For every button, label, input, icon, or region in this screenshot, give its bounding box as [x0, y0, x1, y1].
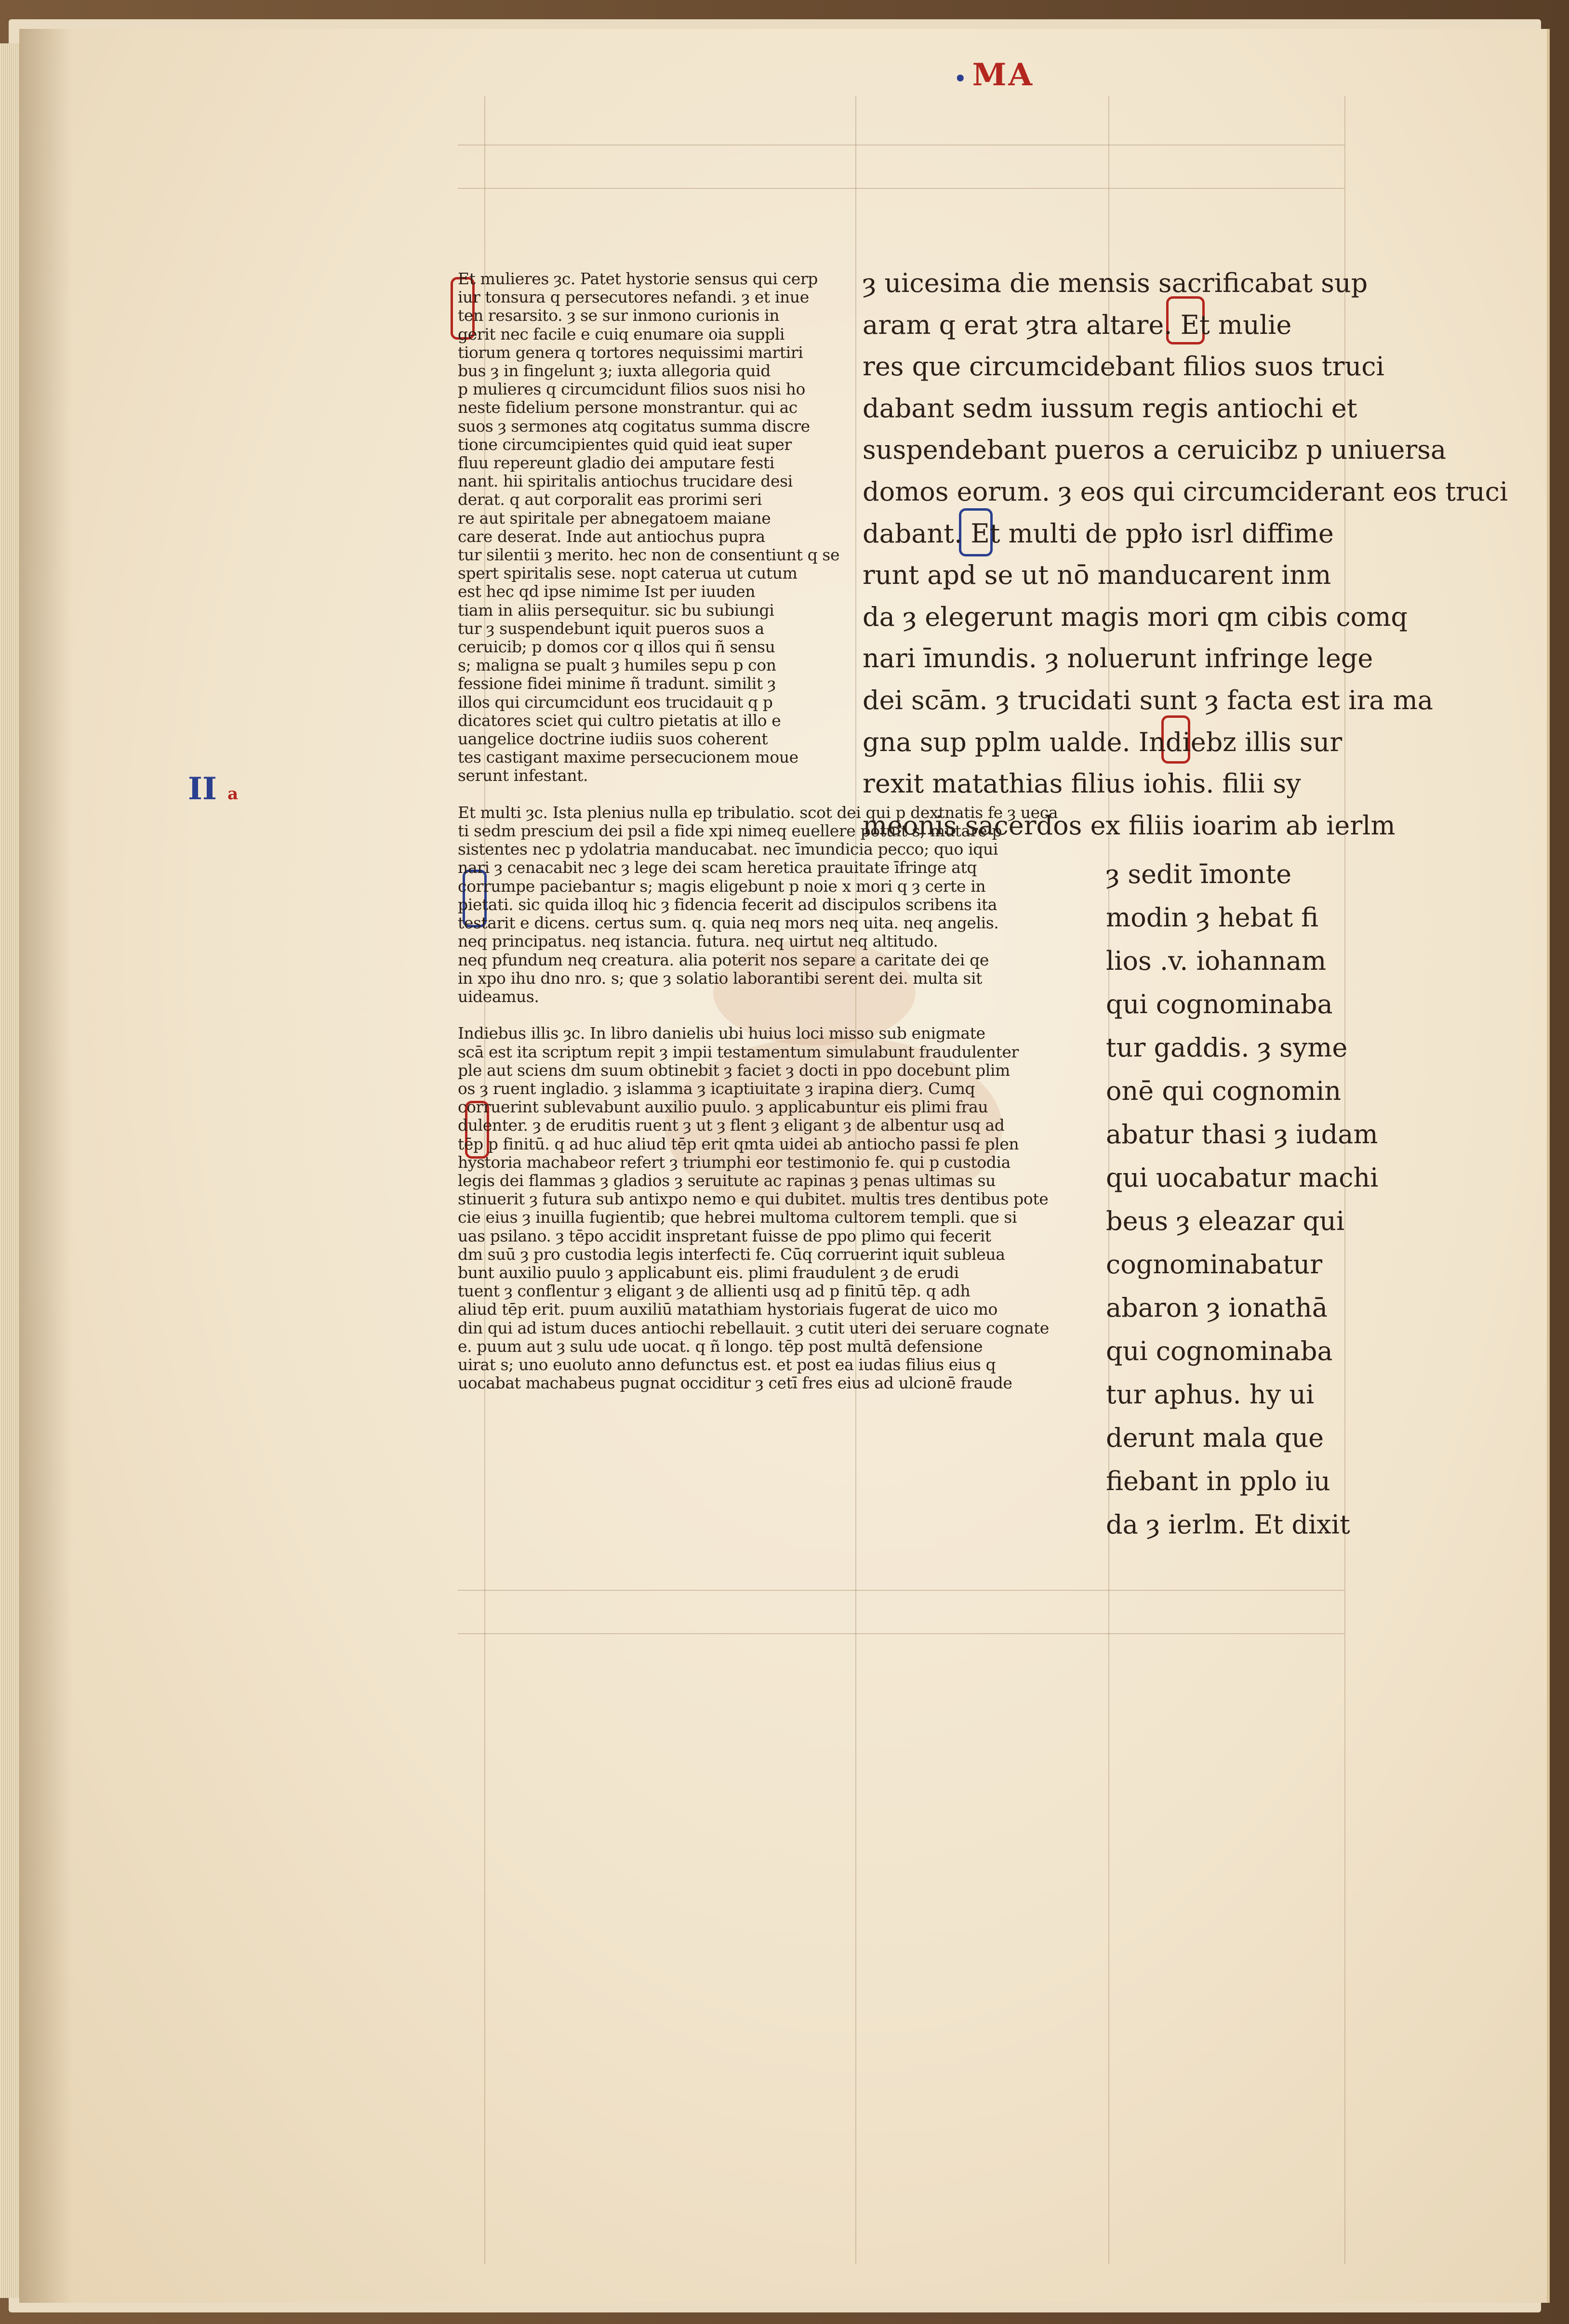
main-text-line: da ȝ elegerunt magis mori qm cibis comq	[863, 601, 1408, 632]
ruling-line	[458, 1633, 1344, 1634]
main-text-line: abatur thasi ȝ iudam	[1106, 1119, 1378, 1149]
gloss-line: dicatores sciet qui cultro pietatis at illo e	[458, 711, 781, 730]
gloss-line: e. puum aut ȝ sulu ude uocat. q ñ longo. tēp post multā defensione	[458, 1336, 983, 1356]
gloss-line: tiorum genera q tortores nequissimi martiri	[458, 343, 803, 362]
gloss-line: ceruicib; p domos cor q illos qui ñ sensu	[458, 637, 775, 657]
gloss-line: spert spiritalis sese. nopt caterua ut cutum	[458, 564, 798, 583]
gloss-line: neq principatus. neq istancia. futura. neq uirtut neq altitudo.	[458, 932, 938, 951]
main-text-line: aram q erat ȝtra altare. Et mulie	[863, 309, 1292, 340]
page-stack	[0, 43, 19, 2298]
main-text-line: abaron ȝ ionathā	[1106, 1293, 1328, 1323]
gloss-line: s; maligna se pualt ȝ humiles sepu p con	[458, 656, 776, 675]
gloss-line: care deserat. Inde aut antiochus pupra	[458, 527, 765, 546]
main-text-line: cognominabatur	[1106, 1249, 1323, 1280]
main-text-line: gna sup pplm ualde. Indiebz illis sur	[863, 726, 1343, 757]
gloss-line: stinuerit ȝ futura sub antixpo nemo e qui dubitet. multis tres dentibus pote	[458, 1189, 1049, 1209]
gloss-line: serunt infestant.	[458, 766, 588, 785]
gloss-line: Et multi ȝc. Ista plenius nulla ep tribulatio. scot dei qui p dextnatis fe ȝ ueca	[458, 803, 1058, 822]
gloss-line: tuent ȝ conflentur ȝ eligant ȝ de allienti usq ad p finitū tēp. q adh	[458, 1281, 971, 1301]
main-text-line: qui uocabatur machi	[1106, 1162, 1379, 1193]
margin-note	[188, 771, 238, 807]
gutter-shadow	[19, 29, 72, 2303]
main-text-line: derunt mala que	[1106, 1423, 1324, 1453]
main-text-line: modin ȝ hebat fi	[1106, 902, 1319, 933]
main-text-line: nari īmundis. ȝ noluerunt infringe lege	[863, 643, 1373, 674]
gloss-line: sistentes nec p ydolatria manducabat. nec īmundicia pecco; quo iqui	[458, 840, 998, 859]
main-text-line: beus ȝ eleazar qui	[1106, 1206, 1345, 1236]
main-text-line: tur gaddis. ȝ syme	[1106, 1032, 1348, 1063]
main-text-column-narrow	[1106, 853, 1379, 1546]
gloss-line: illos qui circumcidunt eos trucidauit q p	[458, 692, 773, 712]
gloss-line: corruerint sublevabunt auxilio puulo. ȝ applicabuntur eis plimi frau	[458, 1097, 988, 1117]
main-text-line: onē qui cognomin	[1106, 1076, 1342, 1106]
main-text-line: suspendebant pueros a ceruicibz p uniuersa	[863, 435, 1447, 465]
main-text-line: meonis sacerdos ex filiis ioarim ab ierlm	[863, 810, 1396, 841]
margin-note-tail: a	[227, 784, 239, 804]
gloss-line: tes castigant maxime persecucionem moue	[458, 748, 798, 767]
ruling-line	[458, 188, 1344, 189]
gloss-line: p mulieres q circumcidunt filios suos nisi ho	[458, 380, 805, 399]
gloss-line: os ȝ ruent ingladio. ȝ islamma ȝ icaptiuitate ȝ irapina dierȝ. Cumq	[458, 1079, 975, 1098]
gloss-line: uocabat machabeus pugnat occiditur ȝ cetī fres eius ad ulcionē fraude	[458, 1373, 1012, 1393]
main-text-line: fiebant in pplo iu	[1106, 1466, 1330, 1496]
gloss-line: corrumpe paciebantur s; magis eligebunt p noie x mori q ȝ certe in	[458, 876, 986, 896]
gloss-line: dulenter. ȝ de eruditis ruent ȝ ut ȝ flent ȝ eligant ȝ de albentur usq ad	[458, 1116, 1005, 1135]
gloss-line: legis dei flammas ȝ gladios ȝ seruitute ac rapinas ȝ penas ultimas su	[458, 1171, 996, 1190]
gloss-line: ple aut sciens dm suum obtinebit ȝ faciet ȝ docti in ppo docebunt plim	[458, 1060, 1010, 1080]
main-text-line: ȝ sedit īmonte	[1106, 859, 1292, 889]
gloss-line: tur ȝ suspendebunt iquit pueros suos a	[458, 619, 764, 638]
main-text-line: res que circumcidebant filios suos truci	[863, 351, 1384, 382]
gloss-line: dm suū ȝ pro custodia legis interfecti fe. Cūq corruerint iquit subleua	[458, 1244, 1005, 1264]
main-text-line: qui cognominaba	[1106, 989, 1333, 1019]
gloss-line: tiam in aliis persequitur. sic bu subiungi	[458, 600, 774, 620]
margin-note-initial: II	[188, 771, 217, 807]
gloss-line: testarit e dicens. certus sum. q. quia neq mors neq uita. neq angelis.	[458, 913, 999, 933]
gloss-line: iur tonsura q persecutores nefandi. ȝ et inue	[458, 288, 809, 307]
main-text-line: ȝ uicesima die mensis sacrificabat sup	[863, 268, 1368, 298]
main-text-line: runt apd se ut nō manducarent inm	[863, 560, 1331, 591]
main-text-line: lios .v. iohannam	[1106, 946, 1327, 976]
gloss-line: gerit nec facile e cuiq enumare oia suppli	[458, 324, 785, 343]
main-text-line: tur aphus. hy ui	[1106, 1379, 1315, 1410]
running-head	[954, 57, 1034, 93]
gloss-line: bus ȝ in fingelunt ȝ; iuxta allegoria quid	[458, 361, 771, 381]
gloss-line: ti sedm prescium dei psil a fide xpi nimeq euellere potuit s; mutare p	[458, 821, 1002, 841]
gloss-line: suos ȝ sermones atq cogitatus summa discre	[458, 416, 810, 436]
gloss-line: uideamus.	[458, 987, 539, 1006]
gloss-line: din qui ad istum duces antiochi rebellauit. ȝ cutit uteri dei seruare cognate	[458, 1318, 1049, 1337]
gloss-line: tione circumcipientes quid quid ieat super	[458, 435, 792, 454]
gloss-line: fluu repereunt gladio dei amputare festi	[458, 453, 774, 473]
gloss-line: tur silentii ȝ merito. hec non de consentiunt q se	[458, 545, 840, 565]
main-text-line: domos eorum. ȝ eos qui circumciderant eos truci	[863, 476, 1508, 507]
main-text-line: dabant. Et multi de ppło isrl diffime	[863, 518, 1334, 549]
gloss-line: re aut spiritale per abnegatoem maiane	[458, 508, 771, 528]
gloss-line: neq pfundum neq creatura. alia poterit nos separe a caritate dei qe	[458, 950, 989, 969]
gloss-line: cie eius ȝ inuilla fugientib; que hebrei multoma cultorem templi. que si	[458, 1208, 1017, 1227]
gloss-line: bunt auxilio puulo ȝ applicabunt eis. plimi fraudulent ȝ de erudi	[458, 1263, 959, 1282]
gloss-line: scā est ita scriptum repit ȝ impii testamentum simulabunt fraudulenter	[458, 1042, 1019, 1061]
gloss-line: fessione fidei minime ñ tradunt. similit ȝ	[458, 674, 776, 693]
running-head-ornament: •	[954, 67, 969, 90]
gloss-line: in xpo ihu dno nro. s; que ȝ solatio laborantibi serent dei. multa sit	[458, 968, 982, 988]
gloss-line: est hec qd ipse nimime Ist per iuuden	[458, 582, 756, 601]
running-head-text: MA	[972, 57, 1035, 93]
main-text-line: qui cognominaba	[1106, 1336, 1333, 1366]
gloss-line: nari ȝ cenacabit nec ȝ lege dei scam heretica prauitate īfringe atq	[458, 858, 977, 877]
gloss-line: derat. q aut corporalit eas prorimi seri	[458, 490, 762, 509]
gloss-line: uangelice doctrine iudiis suos coherent	[458, 729, 768, 749]
main-text-line: rexit matathias filius iohis. filii sy	[863, 768, 1301, 799]
gloss-line: hystoria machabeor refert ȝ triumphi eor testimonio fe. qui p custodia	[458, 1152, 1011, 1172]
ruling-line	[458, 1590, 1344, 1591]
gloss-line: aliud tēp erit. puum auxiliū matathiam hystoriais fugerat de uico mo	[458, 1300, 997, 1319]
main-text-column	[863, 263, 1508, 846]
main-text-line: da ȝ ierlm. Et dixit	[1106, 1509, 1350, 1540]
main-text-line: dabant sedm iussum regis antiochi et	[863, 393, 1357, 423]
gloss-line: pietati. sic quida illoq hic ȝ fidencia fecerit ad discipulos scribens ita	[458, 895, 997, 914]
gloss-line: uirat s; uno euoluto anno defunctus est. et post ea iudas filius eius q	[458, 1355, 996, 1374]
gloss-line: tēp p finitū. q ad huc aliud tēp erit qmta uidei ab antiocho passi fe plen	[458, 1134, 1019, 1153]
gloss-line: nant. hii spiritalis antiochus trucidare desi	[458, 472, 793, 491]
gloss-line: neste fidelium persone monstrantur. qui ac	[458, 398, 798, 417]
gloss-column	[458, 269, 1058, 1393]
gloss-line: Et mulieres ȝc. Patet hystorie sensus qui cerp	[458, 269, 818, 288]
gloss-line: ten resarsito. ȝ se sur inmono curionis in	[458, 306, 780, 325]
main-text-line: dei scām. ȝ trucidati sunt ȝ facta est ira ma	[863, 685, 1433, 715]
gloss-line: uas psilano. ȝ tēpo accidit inspretant fuisse de ppo plimo qui fecerit	[458, 1226, 991, 1245]
gloss-line: Indiebus illis ȝc. In libro danielis ubi huius loci misso sub enigmate	[458, 1024, 985, 1043]
